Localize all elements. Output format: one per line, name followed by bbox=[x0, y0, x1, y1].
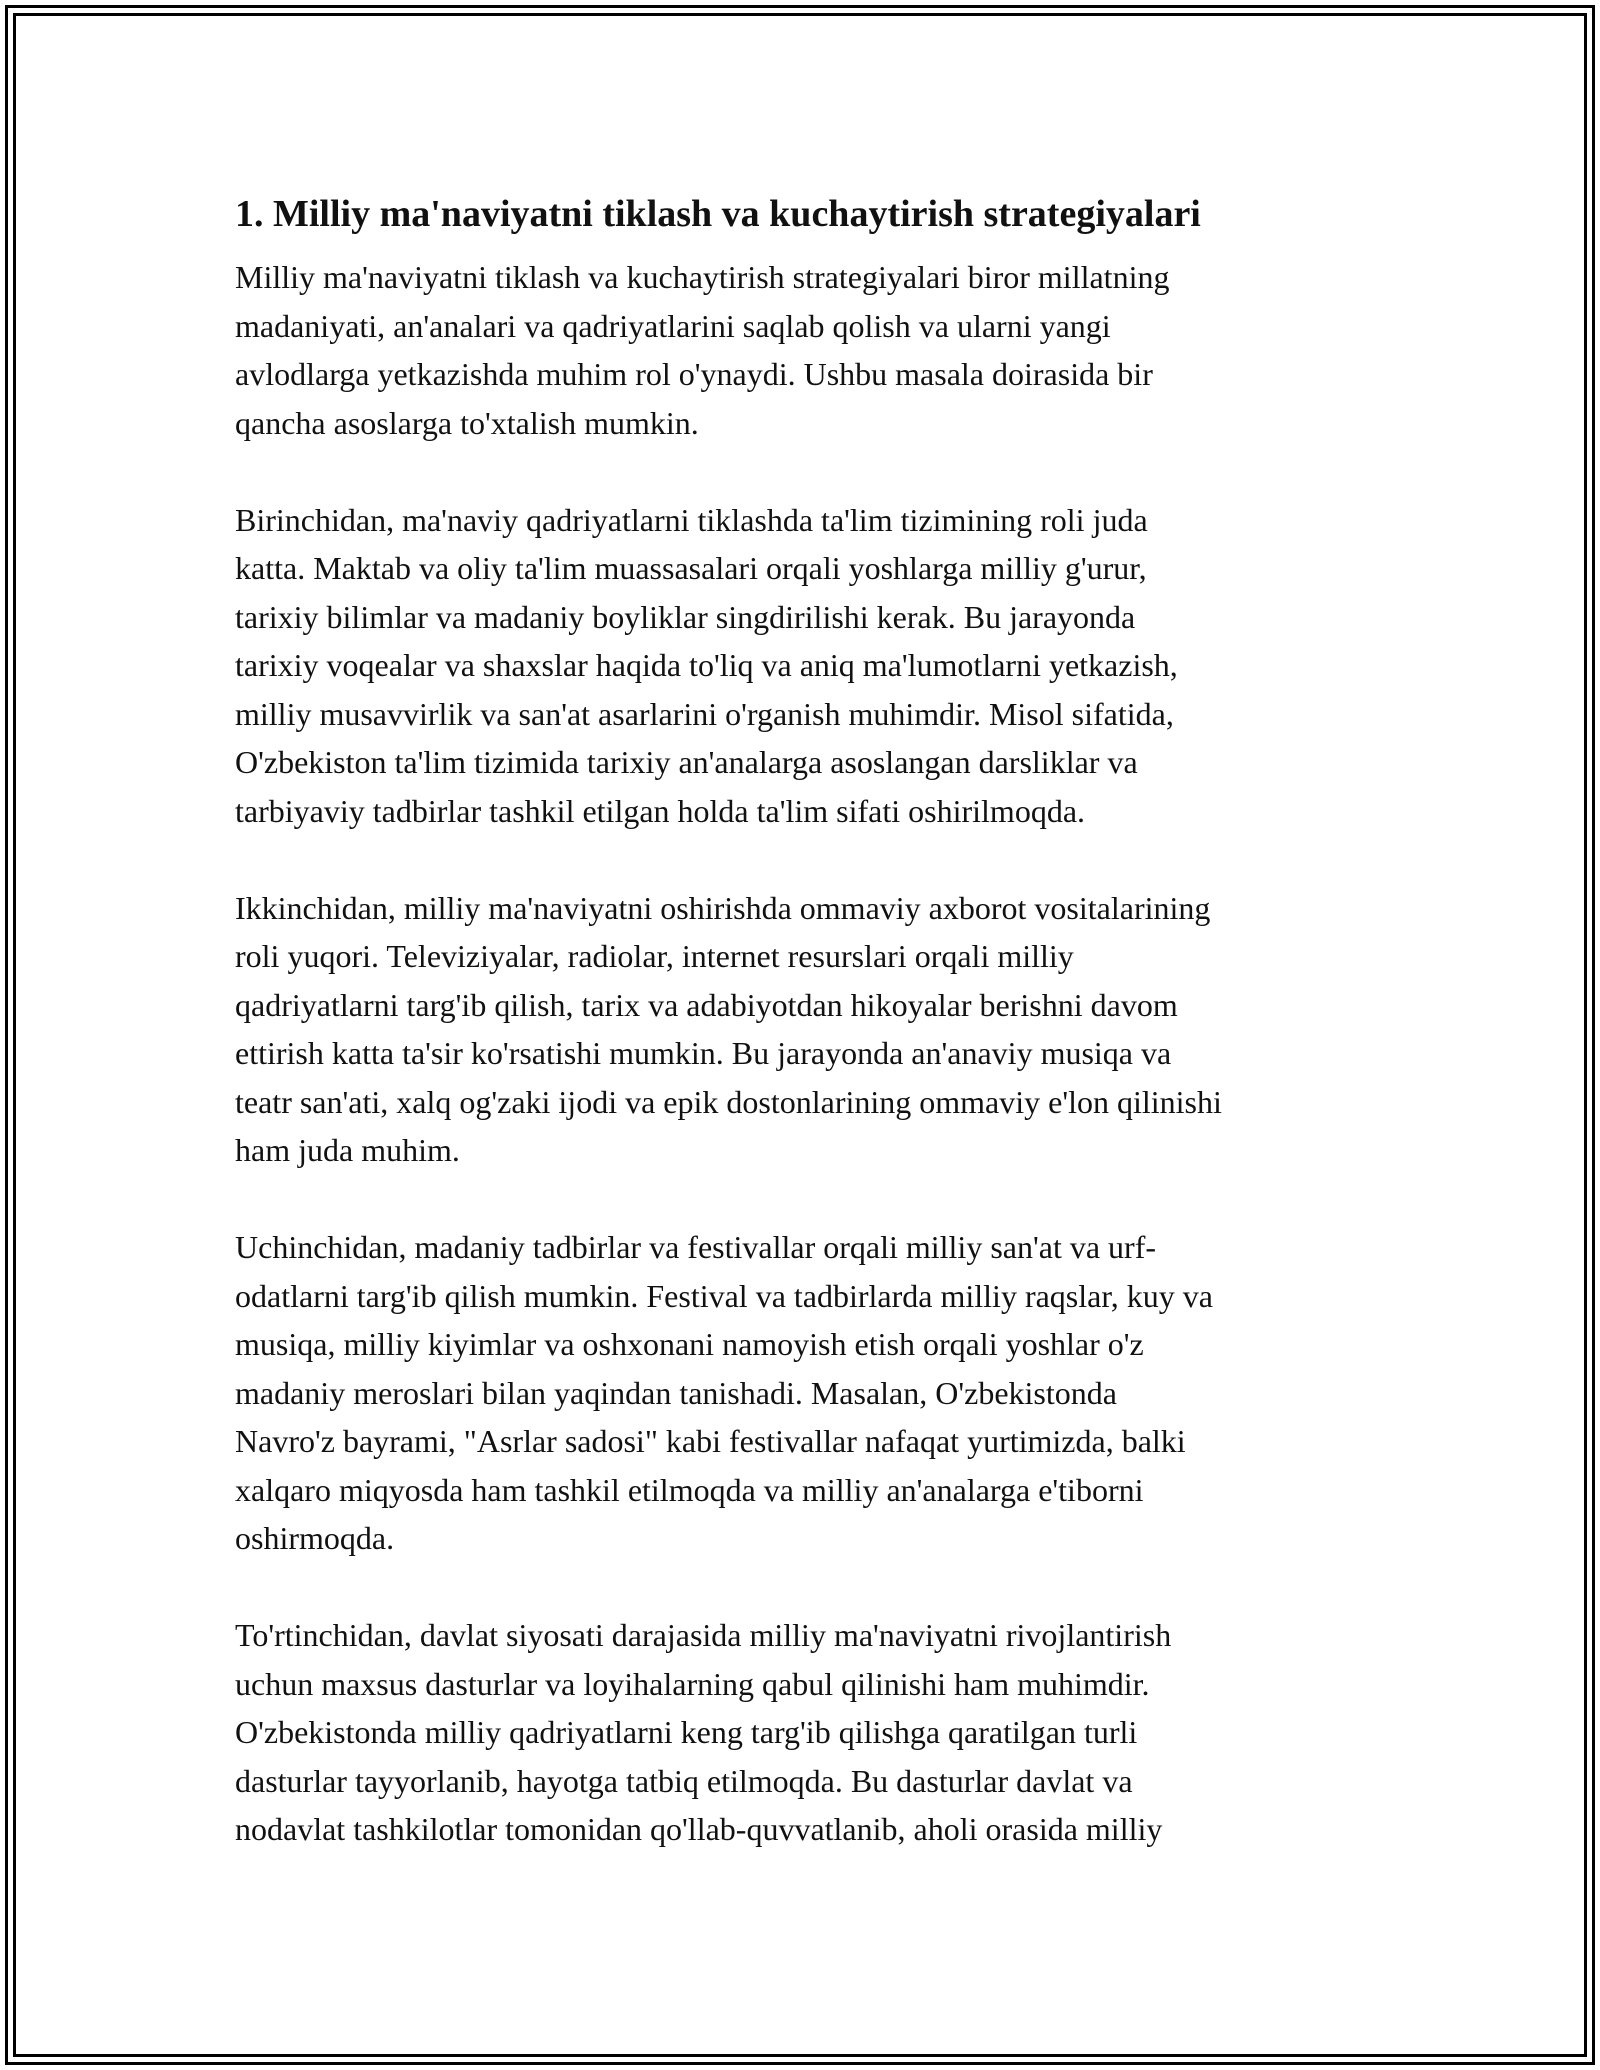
text-line: odatlarni targ'ib qilish mumkin. Festival va tadbirlarda milliy raqslar, kuy va bbox=[235, 1277, 1213, 1314]
text-line: tarixiy bilimlar va madaniy boyliklar singdirilishi kerak. Bu jarayonda bbox=[235, 598, 1136, 635]
text-line: To'rtinchidan, davlat siyosati darajasida milliy ma'naviyatni rivojlantirish bbox=[235, 1617, 1172, 1653]
text-line: avlodlarga yetkazishda muhim rol o'ynaydi. Ushbu masala doirasida bir bbox=[235, 356, 1153, 392]
section-heading: 1. Milliy ma'naviyatni tiklash va kuchaytirish strategiyalari bbox=[235, 193, 1201, 235]
text-line: nodavlat tashkilotlar tomonidan qo'llab-quvvatlanib, aholi orasida milliy bbox=[235, 1811, 1163, 1847]
paragraph-second-point bbox=[235, 884, 1385, 1175]
text-line: xalqaro miqyosda ham tashkil etilmoqda va milliy an'analarga e'tiborni bbox=[235, 1471, 1144, 1508]
text-line: qadriyatlarni targ'ib qilish, tarix va adabiyotdan hikoyalar berishni davom bbox=[235, 986, 1178, 1023]
paragraph-fourth-point bbox=[235, 1611, 1385, 1854]
text-line: teatr san'ati, xalq og'zaki ijodi va epik dostonlarining ommaviy e'lon qilinishi bbox=[235, 1083, 1222, 1120]
text-line: oshirmoqda. bbox=[235, 1520, 395, 1556]
text-line: dasturlar tayyorlanib, hayotga tatbiq etilmoqda. Bu dasturlar davlat va bbox=[235, 1762, 1133, 1799]
text-line: uchun maxsus dasturlar va loyihalarning qabul qilinishi ham muhimdir. bbox=[235, 1665, 1150, 1702]
text-line: musiqa, milliy kiyimlar va oshxonani namoyish etish orqali yoshlar o'z bbox=[235, 1326, 1144, 1362]
text-line: Uchinchidan, madaniy tadbirlar va festivallar orqali milliy san'at va urf- bbox=[235, 1229, 1156, 1265]
text-line: Milliy ma'naviyatni tiklash va kuchaytirish strategiyalari biror millatning bbox=[235, 259, 1170, 295]
text-line: Navro'z bayrami, "Asrlar sadosi" kabi festivallar nafaqat yurtimizda, balki bbox=[235, 1423, 1186, 1459]
text-line: madaniy meroslari bilan yaqindan tanishadi. Masalan, O'zbekistonda bbox=[235, 1374, 1117, 1411]
text-line: tarbiyaviy tadbirlar tashkil etilgan holda ta'lim sifati oshirilmoqda. bbox=[235, 792, 1086, 829]
text-line: ettirish katta ta'sir ko'rsatishi mumkin. Bu jarayonda an'anaviy musiqa va bbox=[235, 1035, 1172, 1071]
text-line: O'zbekistonda milliy qadriyatlarni keng targ'ib qilishga qaratilgan turli bbox=[235, 1714, 1138, 1750]
text-line: ham juda muhim. bbox=[235, 1132, 460, 1168]
text-line: milliy musavvirlik va san'at asarlarini o'rganish muhimdir. Misol sifatida, bbox=[235, 695, 1174, 732]
text-line: Birinchidan, ma'naviy qadriyatlarni tiklashda ta'lim tizimining roli juda bbox=[235, 501, 1148, 538]
text-line: qancha asoslarga to'xtalish mumkin. bbox=[235, 404, 699, 441]
text-line: tarixiy voqealar va shaxslar haqida to'liq va aniq ma'lumotlarni yetkazish, bbox=[235, 647, 1178, 683]
document-body bbox=[235, 185, 1385, 1854]
text-line: O'zbekiston ta'lim tizimida tarixiy an'analarga asoslangan darsliklar va bbox=[235, 744, 1138, 780]
paragraph-first-point bbox=[235, 496, 1385, 836]
text-line: Ikkinchidan, milliy ma'naviyatni oshirishda ommaviy axborot vositalarining bbox=[235, 889, 1211, 926]
text-line: madaniyati, an'analari va qadriyatlarini saqlab qolish va ularni yangi bbox=[235, 307, 1111, 344]
paragraph-intro bbox=[235, 253, 1385, 447]
text-line: roli yuqori. Televiziyalar, radiolar, internet resurslari orqali milliy bbox=[235, 938, 1074, 974]
paragraph-third-point bbox=[235, 1223, 1385, 1563]
text-line: katta. Maktab va oliy ta'lim muassasalari orqali yoshlarga milliy g'urur, bbox=[235, 550, 1147, 586]
